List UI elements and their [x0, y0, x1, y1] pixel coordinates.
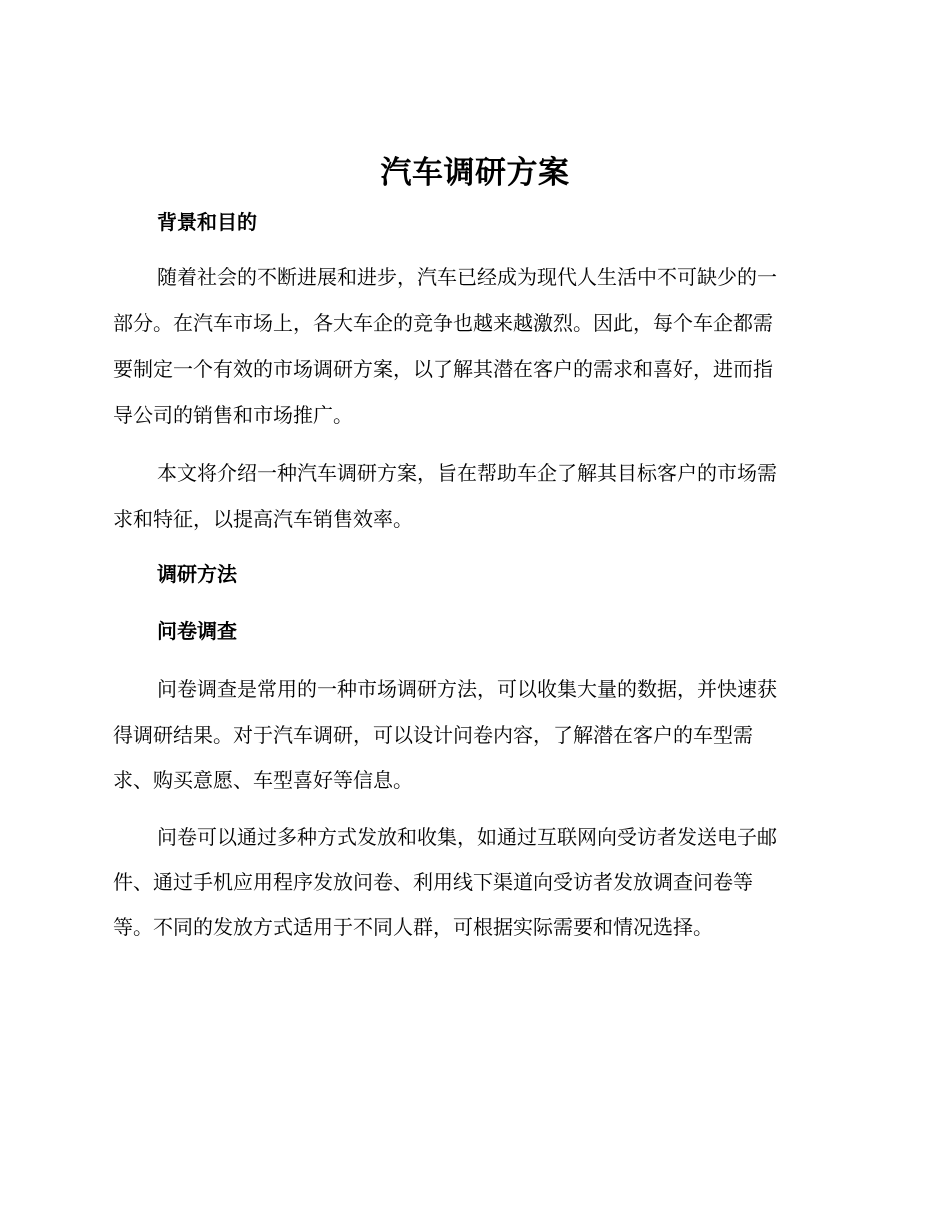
section-heading-survey: 问卷调查 [157, 619, 237, 643]
section-heading-background: 背景和目的 [157, 210, 257, 234]
paragraph-line: 求、购买意愿、车型喜好等信息。 [113, 768, 413, 792]
paragraph-line: 问卷调查是常用的一种市场调研方法，可以收集大量的数据，并快速获 [157, 677, 777, 701]
paragraph-line: 本文将介绍一种汽车调研方案，旨在帮助车企了解其目标客户的市场需 [157, 461, 777, 485]
paragraph-line: 问卷可以通过多种方式发放和收集，如通过互联网向受访者发送电子邮 [157, 825, 777, 849]
paragraph-line: 随着社会的不断进展和进步，汽车已经成为现代人生活中不可缺少的一 [157, 265, 777, 289]
paragraph-line: 导公司的销售和市场推广。 [113, 403, 353, 427]
paragraph-line: 等。不同的发放方式适用于不同人群，可根据实际需要和情况选择。 [113, 915, 713, 939]
paragraph-line: 要制定一个有效的市场调研方案，以了解其潜在客户的需求和喜好，进而指 [113, 357, 773, 381]
paragraph-line: 求和特征，以提高汽车销售效率。 [113, 507, 413, 531]
section-heading-method: 调研方法 [157, 562, 237, 586]
paragraph-line: 件、通过手机应用程序发放问卷、利用线下渠道向受访者发放调查问卷等 [113, 870, 753, 894]
document-title: 汽车调研方案 [380, 155, 570, 191]
paragraph-line: 部分。在汽车市场上，各大车企的竞争也越来越激烈。因此，每个车企都需 [113, 311, 773, 335]
paragraph-line: 得调研结果。对于汽车调研，可以设计问卷内容，了解潜在客户的车型需 [113, 723, 753, 747]
